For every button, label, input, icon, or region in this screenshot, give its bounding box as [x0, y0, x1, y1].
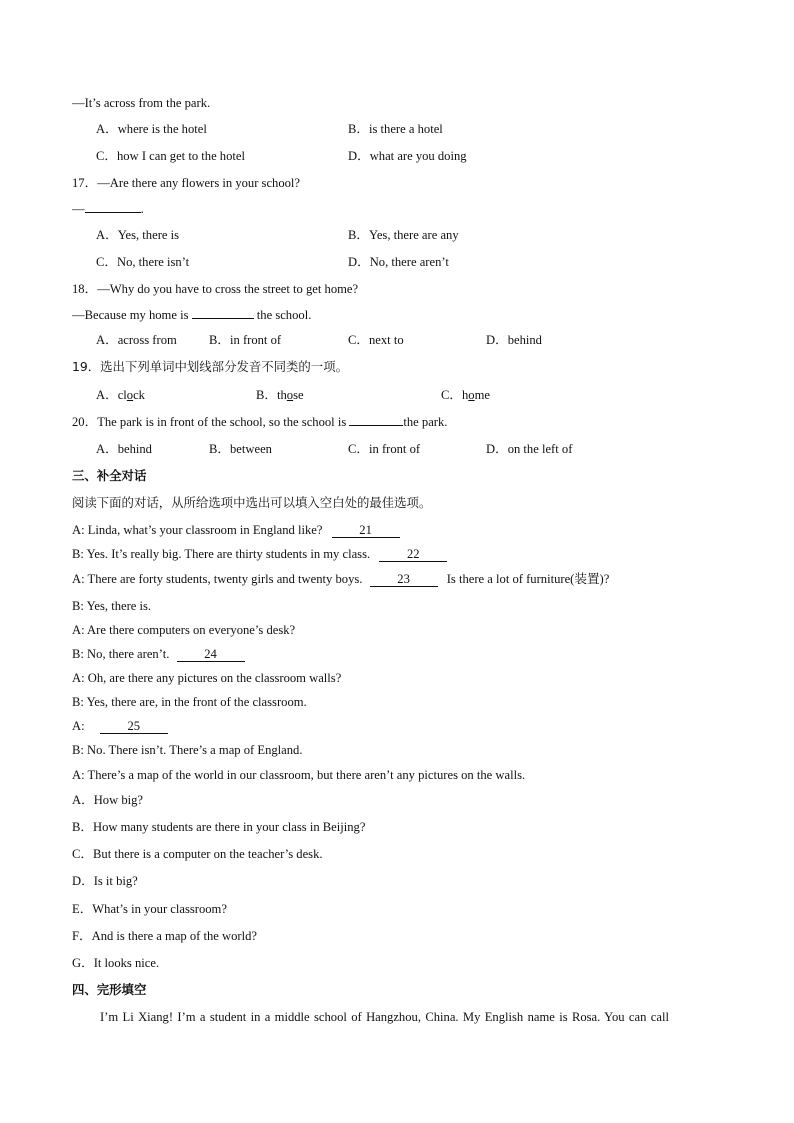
- q20-option-d: D．on the left of: [486, 442, 573, 456]
- section3-heading: 三、补全对话: [72, 468, 147, 483]
- q17-option-d: D．No, there aren’t: [348, 255, 449, 269]
- dialogue-line-9: [72, 718, 168, 734]
- q20-option-a: A．behind: [96, 442, 152, 456]
- q18-stem: 18．—Why do you have to cross the street to get home?: [72, 282, 359, 296]
- q19-option-c-post: me: [474, 388, 490, 402]
- dialogue-blank-21: 21: [332, 524, 400, 538]
- q19-option-c: [441, 387, 490, 403]
- section3-instruction: 阅读下面的对话，从所给选项中选出可以填入空白处的最佳选项。: [72, 495, 432, 510]
- q19-option-b-post: se: [293, 388, 304, 402]
- dialogue-line-6-text: B: No, there aren’t.: [72, 647, 170, 661]
- q19-option-c-pre: h: [462, 388, 469, 402]
- dialogue-line-9-text: A:: [72, 719, 85, 733]
- q19-option-a-post: ck: [133, 388, 145, 402]
- q18-option-b: B．in front of: [209, 333, 282, 347]
- q16-option-a: A．where is the hotel: [96, 122, 207, 136]
- dialogue-line-8: B: Yes, there are, in the front of the classroom.: [72, 695, 307, 709]
- q20-stem: [72, 414, 447, 430]
- q17-stem: 17．—Are there any flowers in your school?: [72, 176, 301, 190]
- q17-answer-prefix: —: [72, 202, 85, 216]
- choice-d: D．Is it big?: [72, 874, 138, 888]
- choice-g: G．It looks nice.: [72, 956, 160, 970]
- dialogue-line-7: A: Oh, are there any pictures on the classroom walls?: [72, 671, 342, 685]
- q17-answer-line: [72, 201, 144, 217]
- dialogue-line-3-text: A: There are forty students, twenty girls and twenty boys.: [72, 572, 363, 586]
- q18-option-a: A．across from: [96, 333, 177, 347]
- dialogue-line-10: B: No. There isn’t. There’s a map of England.: [72, 743, 303, 757]
- q17-blank: [85, 212, 141, 213]
- q19-option-c-label: C．: [441, 388, 462, 402]
- choice-f: F．And is there a map of the world?: [72, 929, 258, 943]
- q17-answer-suffix: .: [140, 202, 144, 216]
- q20-stem-pre: 20．The park is in front of the school, so the school is: [72, 415, 347, 429]
- choice-a: A．How big?: [72, 793, 144, 807]
- q19-option-b-pre: th: [277, 388, 287, 402]
- q18-line2-post: the school.: [256, 308, 312, 322]
- dialogue-line-4: B: Yes, there is.: [72, 599, 152, 613]
- dialogue-line-2-text: B: Yes. It’s really big. There are thirty students in my class.: [72, 547, 371, 561]
- dialogue-blank-22: 22: [379, 548, 447, 562]
- dialogue-line-1: [72, 522, 400, 538]
- q18-blank: [192, 318, 254, 319]
- q19-option-b-underlined: o: [286, 388, 294, 402]
- q19-option-a-underlined: o: [126, 388, 134, 402]
- dialogue-line-6: [72, 646, 245, 662]
- q20-stem-post: the park.: [403, 415, 448, 429]
- q18-line2: [72, 307, 311, 323]
- dialogue-line-1-text: A: Linda, what’s your classroom in England like?: [72, 523, 323, 537]
- q17-option-c: C．No, there isn’t: [96, 255, 190, 269]
- q20-option-c: C．in front of: [348, 442, 421, 456]
- dialogue-line-2: [72, 546, 447, 562]
- q19-option-a-pre: cl: [117, 388, 127, 402]
- q19-option-b-label: B．: [256, 388, 277, 402]
- dialogue-line-5: A: Are there computers on everyone’s desk?: [72, 623, 296, 637]
- q17-option-b: B．Yes, there are any: [348, 228, 459, 242]
- q16-answer-line: —It’s across from the park.: [72, 96, 211, 110]
- q17-option-a: A．Yes, there is: [96, 228, 180, 242]
- dialogue-blank-23: 23: [370, 573, 438, 587]
- choice-e: E．What’s in your classroom?: [72, 902, 227, 916]
- dialogue-line-3-after: Is there a lot of furniture(装置)?: [446, 572, 610, 586]
- dialogue-blank-25: 25: [100, 720, 168, 734]
- choice-c: C．But there is a computer on the teacher’s desk.: [72, 847, 323, 861]
- q19-option-a: [96, 387, 145, 403]
- choice-b: B．How many students are there in your class in Beijing?: [72, 820, 366, 834]
- q16-option-b: B．is there a hotel: [348, 122, 443, 136]
- dialogue-blank-24: 24: [177, 648, 245, 662]
- section4-heading: 四、完形填空: [72, 982, 147, 997]
- dialogue-line-11: A: There’s a map of the world in our classroom, but there aren’t any pictures on the walls.: [72, 768, 526, 782]
- q19-option-b: [256, 387, 304, 403]
- q18-option-d: D．behind: [486, 333, 542, 347]
- q18-line2-pre: —Because my home is: [72, 308, 189, 322]
- dialogue-line-3: [72, 571, 609, 587]
- q16-option-c: C．how I can get to the hotel: [96, 149, 245, 163]
- q18-option-c: C．next to: [348, 333, 404, 347]
- q16-option-d: D．what are you doing: [348, 149, 467, 163]
- q19-option-a-label: A．: [96, 388, 118, 402]
- section4-paragraph: I’m Li Xiang! I’m a student in a middle school of Hangzhou, China. My English name is Rosa. You can call: [100, 1010, 669, 1024]
- q19-option-c-underlined: o: [468, 388, 475, 402]
- q20-option-b: B．between: [209, 442, 272, 456]
- q20-blank: [349, 425, 403, 426]
- q19-stem: 19．选出下列单词中划线部分发音不同类的一项。: [72, 359, 348, 374]
